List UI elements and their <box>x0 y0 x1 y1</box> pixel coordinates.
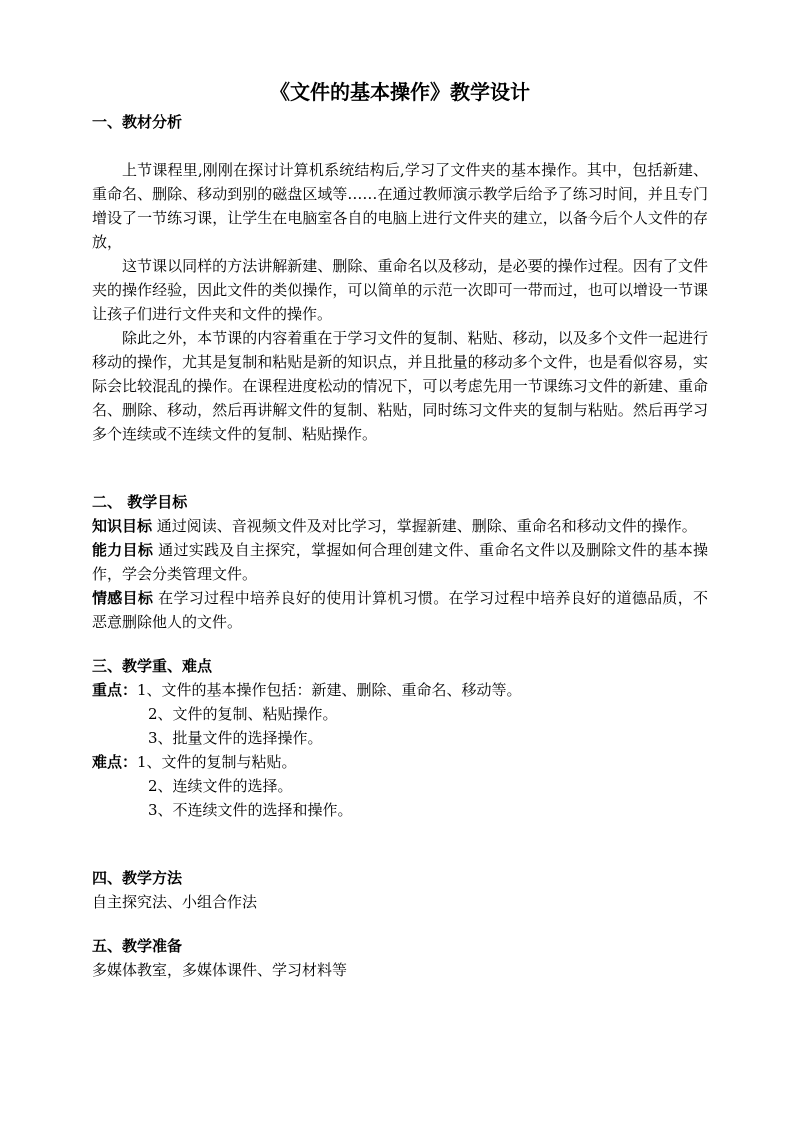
objective-text: 通过阅读、音视频文件及对比学习，掌握新建、删除、重命名和移动文件的操作。 <box>152 517 697 535</box>
key-point-text: 1、文件的基本操作包括：新建、删除、重命名、移动等。 <box>137 681 522 699</box>
document-body <box>92 74 708 982</box>
objective-label: 情感目标 <box>92 589 154 607</box>
key-label: 重点： <box>92 681 138 699</box>
difficult-label: 难点： <box>92 753 138 771</box>
objective-ability <box>92 538 708 586</box>
objective-text: 在学习过程中培养良好的使用计算机习惯。在学习过程中培养良好的道德品质，不恶意删除他人的文件。 <box>92 589 708 631</box>
analysis-paragraph-2: 这节课以同样的方法讲解新建、删除、重命名以及移动，是必要的操作过程。因有了文件夹的操作经验，因此文件的类似操作，可以简单的示范一次即可一带而过，也可以增设一节课让孩子们进行文件夹和文件的操作。 <box>92 257 708 323</box>
objective-knowledge <box>92 514 708 538</box>
objective-text: 通过实践及自主探究，掌握如何合理创建文件、重命名文件以及删除文件的基本操作，学会分类管理文件。 <box>92 541 708 583</box>
section-heading-preparation: 五、教学准备 <box>92 937 183 955</box>
key-point-2: 2、文件的复制、粘贴操作。 <box>148 705 338 723</box>
section-heading-objectives: 二、 教学目标 <box>92 493 188 511</box>
section-heading-key-difficult: 三、教学重、难点 <box>92 657 213 675</box>
difficult-point-1 <box>92 750 708 774</box>
difficult-point-3: 3、不连续文件的选择和操作。 <box>148 801 353 819</box>
analysis-paragraph-1: 上节课程里,刚刚在探讨计算机系统结构后,学习了文件夹的基本操作。其中，包括新建、重命名、删除、移动到别的磁盘区域等……在通过教师演示教学后给予了练习时间，并且专门增设了一节练习课，让学生在电脑室各自的电脑上进行文件夹的建立，以备今后个人文件的存放， <box>92 161 708 251</box>
key-point-1 <box>92 678 708 702</box>
section-heading-methods: 四、教学方法 <box>92 869 183 887</box>
methods-text: 自主探究法、小组合作法 <box>92 893 258 911</box>
objective-label: 知识目标 <box>92 517 153 535</box>
document-title: 《文件的基本操作》教学设计 <box>270 80 530 104</box>
difficult-point-2: 2、连续文件的选择。 <box>148 777 293 795</box>
section-heading-analysis: 一、教材分析 <box>92 113 183 131</box>
preparation-text: 多媒体教室，多媒体课件、学习材料等 <box>92 961 348 979</box>
key-point-3: 3、批量文件的选择操作。 <box>148 729 323 747</box>
difficult-point-text: 1、文件的复制与粘贴。 <box>137 753 297 771</box>
analysis-paragraph-3: 除此之外，本节课的内容着重在于学习文件的复制、粘贴、移动，以及多个文件一起进行移动的操作，尤其是复制和粘贴是新的知识点，并且批量的移动多个文件，也是看似容易，实际会比较混乱的操作。在课程进度松动的情况下，可以考虑先用一节课练习文件的新建、重命名、删除、移动，然后再讲解文件的复制、粘贴，同时练习文件夹的复制与粘贴。然后再学习多个连续或不连续文件的复制、粘贴操作。 <box>92 329 708 443</box>
objective-label: 能力目标 <box>92 541 154 559</box>
objective-emotion <box>92 586 708 634</box>
